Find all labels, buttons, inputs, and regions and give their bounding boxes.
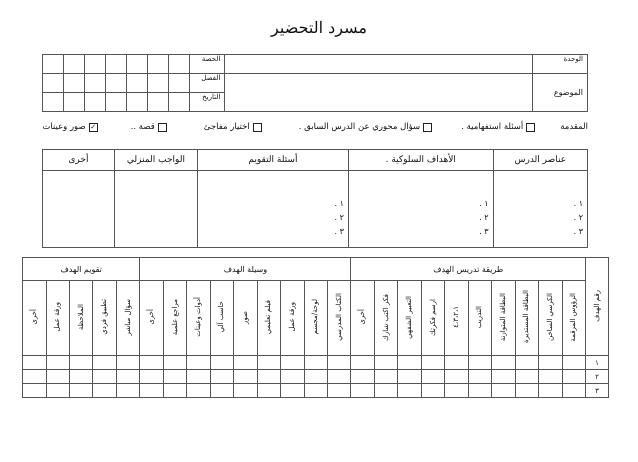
col-header-homework: الواجب المنزلي: [114, 150, 197, 171]
method-header: ٤،٣،٢،١: [445, 281, 468, 356]
page-title: مسرد التحضير: [271, 18, 367, 37]
lesson-info-table: [42, 54, 588, 112]
lesson-plan-table: [42, 149, 588, 248]
method-header: أخرى: [351, 281, 374, 356]
row-num-header: رقم الهدف: [586, 258, 609, 356]
eval-header: تطبيق فردي: [93, 281, 116, 356]
homework-cell[interactable]: [114, 171, 197, 248]
unit-field[interactable]: [225, 55, 533, 74]
checkbox-icon[interactable]: [526, 123, 535, 132]
class-label: الحصة: [190, 55, 225, 74]
grid-cell[interactable]: [148, 55, 169, 74]
list-number: ٢ .: [573, 213, 583, 222]
method-header: البطاقة المستديرة: [515, 281, 538, 356]
intro-option[interactable]: [299, 122, 435, 132]
list-number: ٣ .: [334, 227, 344, 236]
intro-option[interactable]: [42, 122, 100, 132]
questions-cell[interactable]: [198, 171, 349, 248]
aid-header: الكتاب المدرسي: [328, 281, 351, 356]
elements-cell[interactable]: [493, 171, 587, 248]
grid-cell[interactable]: [64, 74, 85, 93]
intro-option-label: سؤال محوري عن الدرس السابق .: [298, 122, 421, 132]
list-number: ٣ .: [573, 227, 583, 236]
checkbox-icon[interactable]: [423, 123, 432, 132]
method-header: الكرسي الساخن: [539, 281, 562, 356]
list-number: ١ .: [573, 199, 583, 208]
aid-header: فيلم تعليمي: [257, 281, 280, 356]
aid-header: صور: [234, 281, 257, 356]
grid-cell[interactable]: [169, 93, 190, 112]
col-header-other: أخرى: [43, 150, 115, 171]
intro-option[interactable]: [204, 122, 265, 132]
table-row: [23, 356, 609, 370]
table-row: [23, 370, 609, 384]
objectives-method-table: [22, 257, 609, 398]
grid-cell[interactable]: [64, 93, 85, 112]
list-number: ١ .: [479, 199, 489, 208]
list-number: ٣ .: [479, 227, 489, 236]
intro-option-label: اختيار مفاجئ: [203, 122, 250, 132]
checkbox-icon[interactable]: [158, 123, 167, 132]
checkbox-checked-icon[interactable]: ✓: [90, 122, 97, 131]
row-number: ٣: [586, 384, 609, 398]
grid-cell[interactable]: [169, 74, 190, 93]
intro-option-label: صور وعينات: [42, 122, 86, 132]
eval-header: ورقة عمل: [46, 281, 69, 356]
aid-header: ورقة عمل: [281, 281, 304, 356]
grid-cell[interactable]: [169, 55, 190, 74]
list-number: ١ .: [334, 199, 344, 208]
method-header: فكر اكتب شارك: [374, 281, 397, 356]
method-header: الرؤوس المرقمة: [562, 281, 585, 356]
eval-header: سؤال مباشر: [116, 281, 139, 356]
grid-cell[interactable]: [43, 55, 64, 74]
method-header: البطاقة المتوازنة: [492, 281, 515, 356]
aid-header: أخرى: [140, 281, 163, 356]
grid-cell[interactable]: [85, 74, 106, 93]
grid-cell[interactable]: [85, 55, 106, 74]
col-header-questions: أسئلة التقويم: [198, 150, 349, 171]
grid-cell[interactable]: [148, 74, 169, 93]
unit-label: الوحدة: [532, 55, 587, 74]
row-number: ٢: [586, 370, 609, 384]
col-header-elements: عناصر الدرس: [493, 150, 587, 171]
col-header-objectives: الأهداف السلوكية .: [348, 150, 493, 171]
group-header-evaluation: تقويم الهدف: [23, 258, 140, 281]
aid-header: حاسب آلي: [210, 281, 233, 356]
other-cell[interactable]: [43, 171, 115, 248]
list-number: ٢ .: [479, 213, 489, 222]
aid-header: مراجع علمية: [163, 281, 186, 356]
eval-header: أخرى: [23, 281, 47, 356]
method-header: التعبير الشفهي: [398, 281, 421, 356]
grid-cell[interactable]: [43, 93, 64, 112]
objectives-cell[interactable]: [348, 171, 493, 248]
topic-field[interactable]: [225, 74, 533, 112]
group-header-aids: وسيلة الهدف: [140, 258, 351, 281]
intro-option-label: أسئلة استفهامية .: [461, 122, 524, 132]
eval-header: الملاحظة: [70, 281, 93, 356]
method-header: ارسم فكرتك: [421, 281, 444, 356]
aid-header: أدوات وعينات: [187, 281, 210, 356]
grid-cell[interactable]: [127, 93, 148, 112]
row-number: ١: [586, 356, 609, 370]
grid-cell[interactable]: [106, 74, 127, 93]
grid-cell[interactable]: [106, 93, 127, 112]
intro-option[interactable]: [461, 122, 538, 132]
grid-cell[interactable]: [43, 74, 64, 93]
aid-header: لوحة/مجسم: [304, 281, 327, 356]
grid-cell[interactable]: [148, 93, 169, 112]
group-header-methods: طريقة تدريس الهدف: [351, 258, 586, 281]
method-header: التدريب: [468, 281, 491, 356]
date-label: التاريخ: [190, 93, 225, 112]
intro-option[interactable]: [131, 122, 170, 132]
intro-label: المقدمة: [560, 122, 588, 132]
checkbox-icon[interactable]: [253, 123, 262, 132]
grid-cell[interactable]: [85, 93, 106, 112]
grid-cell[interactable]: [127, 55, 148, 74]
list-number: ٢ .: [334, 213, 344, 222]
grid-cell[interactable]: [64, 55, 85, 74]
grid-cell[interactable]: [106, 55, 127, 74]
intro-option-label: قصة ..: [130, 122, 155, 132]
grid-cell[interactable]: [127, 74, 148, 93]
section-label: الفصل: [190, 74, 225, 93]
table-row: [23, 384, 609, 398]
intro-options: [42, 122, 588, 132]
topic-label: الموضوع: [532, 74, 587, 112]
